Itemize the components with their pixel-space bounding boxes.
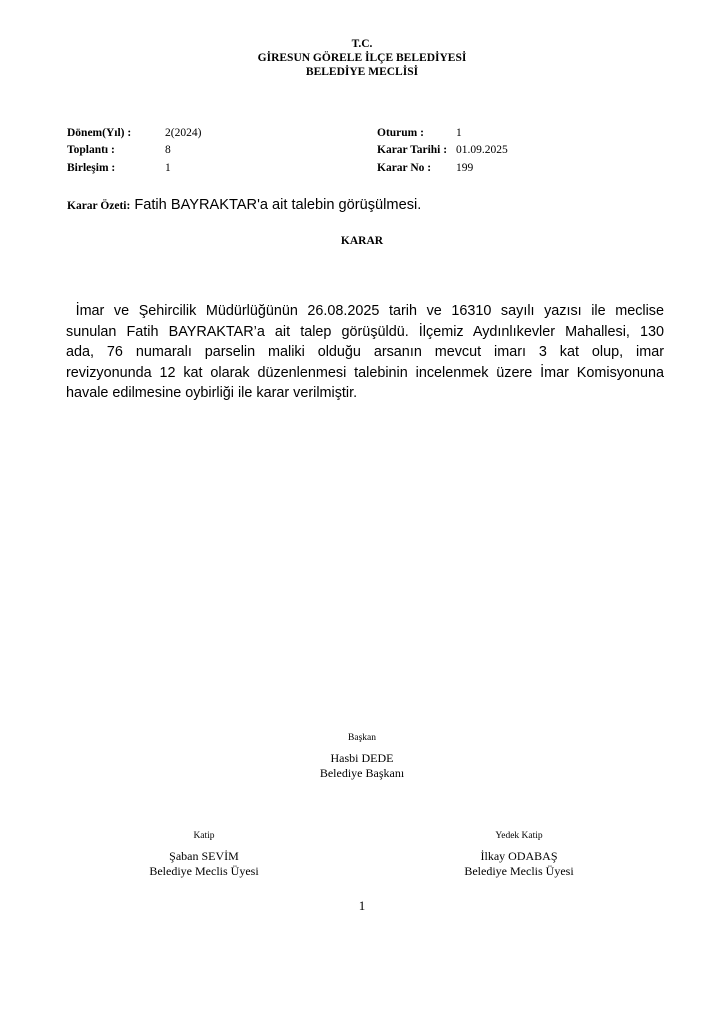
decision-body [66, 301, 664, 404]
karar-tarihi-value: 01.09.2025 [456, 144, 508, 156]
yedek-katip-title: Belediye Meclis Üyesi [464, 864, 574, 878]
body-line: ada, 76 numaralı parselin maliki olduğu arsanın mevcut imarı 3 kat olup, imar [66, 344, 664, 360]
signature-baskan [262, 731, 462, 781]
baskan-title: Belediye Başkanı [319, 766, 405, 780]
signature-katip [104, 829, 304, 879]
katip-role: Katip [193, 831, 215, 841]
katip-title: Belediye Meclis Üyesi [149, 864, 259, 878]
baskan-role: Başkan [348, 733, 376, 743]
donem-label: Dönem(Yıl) : [67, 127, 132, 139]
body-line: havale edilmesine oybirliği ile karar verilmiştir. [66, 385, 358, 401]
header-council: BELEDİYE MECLİSİ [305, 66, 419, 78]
signature-yedek-katip [419, 829, 619, 879]
body-line: İmar ve Şehircilik Müdürlüğünün 26.08.2025 tarih ve 16310 sayılı yazısı ile meclise [66, 303, 664, 319]
katip-name: Şaban SEVİM [169, 849, 239, 863]
page-number: 1 [358, 898, 366, 913]
karar-tarihi-label: Karar Tarihi : [377, 144, 448, 156]
yedek-katip-role: Yedek Katip [495, 831, 543, 841]
toplanti-label: Toplantı : [67, 144, 115, 156]
body-line: sunulan Fatih BAYRAKTAR’a ait talep görüşüldü. İlçemiz Aydınlıkevler Mahallesi, 130 [66, 323, 664, 340]
body-line: revizyonunda 12 kat olarak düzenlenmesi talebinin incelenmek üzere İmar Komisyonuna [66, 364, 664, 381]
yedek-katip-name: İlkay ODABAŞ [480, 849, 558, 863]
oturum-value: 1 [456, 127, 462, 139]
header-tc: T.C. [351, 38, 373, 50]
karar-no-value: 199 [456, 162, 474, 174]
header-municipality: GİRESUN GÖRELE İLÇE BELEDİYESİ [257, 52, 467, 64]
decision-title: KARAR [340, 235, 384, 247]
toplanti-value: 8 [165, 144, 171, 156]
donem-value: 2(2024) [165, 127, 202, 139]
birlesim-value: 1 [165, 162, 171, 174]
summary-value: Fatih BAYRAKTAR'a ait talebin görüşülmesi. [134, 197, 422, 213]
karar-no-label: Karar No : [377, 162, 432, 174]
summary-label: Karar Özeti: [67, 200, 131, 212]
birlesim-label: Birleşim : [67, 162, 116, 174]
baskan-name: Hasbi DEDE [330, 751, 394, 765]
decision-summary [67, 196, 421, 214]
oturum-label: Oturum : [377, 127, 424, 139]
